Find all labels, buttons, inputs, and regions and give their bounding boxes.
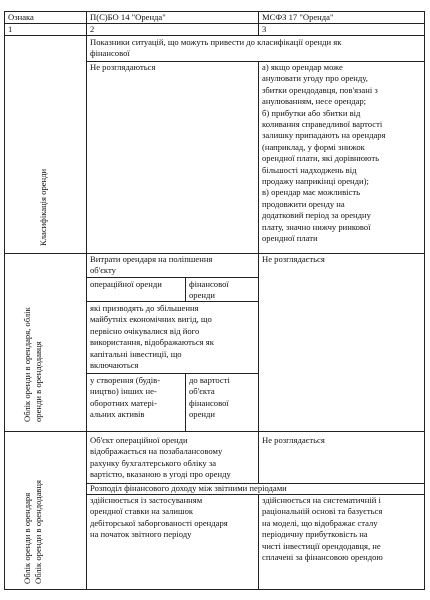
rule-types: [86, 301, 258, 302]
col-sep-2-a: [258, 61, 259, 254]
col-sep-1-upper: [86, 11, 87, 36]
income-psbo: здійснюється із застосуванням орендної ставки на залишок дебіторської заборгованості орендаря на початок звітного періоду: [90, 495, 228, 540]
income-msfz: здійснюється на систематичній і раціональній основі та базується на моделі, що відображає сталу періодичну прибутковість на чисті інвестиції орендодавця, не сплачені за фінансовою орендою: [262, 495, 383, 563]
lessee-label: Облік оренди в орендаря, облік оренди в орендодавця: [22, 307, 43, 422]
rule-lessee-end: [4, 431, 425, 432]
border-bottom: [4, 589, 425, 590]
col-sep-1-lower: [86, 35, 87, 590]
rule-costs: [86, 277, 258, 278]
rule-increase: [86, 373, 258, 374]
header-psbo: П(С)БО 14 "Оренда": [90, 12, 166, 22]
lessor-label: Облік оренди в орендаря Облік оренди в орендодавця: [22, 480, 43, 584]
indicators-text: Показники ситуацій, що можуть привести до класифікації оренди як фінансової: [90, 37, 342, 59]
number-3: 3: [262, 24, 267, 34]
border-left: [4, 11, 5, 590]
inner-sep-types: [185, 277, 186, 302]
lessee-msfz: Не розглядається: [262, 254, 325, 264]
number-2: 2: [90, 24, 95, 34]
rule-header: [4, 23, 425, 24]
border-top: [4, 11, 425, 12]
lessee-creation: у створення (будів- ництво) інших не- оборотних матері- альних активів: [90, 375, 161, 420]
col-sep-2-c: [258, 431, 259, 484]
lessee-increase: які призводять до збільшення майбутніх економічних вигід, що первісно очікувалися від його використання, відображаються як капітальні інвестиції, що включаються: [90, 303, 214, 371]
classification-psbo: Не розглядаються: [90, 62, 156, 72]
col-sep-2-b: [258, 253, 259, 432]
col-sep-2-d: [258, 494, 259, 590]
header-feature: Ознака: [8, 12, 34, 22]
rule-numbers: [4, 35, 425, 36]
classification-msfz: а) якщо орендар може анулювати угоду про оренду, збитки орендодавця, пов'язані з анулюванням, несе орендар; б) прибутки або збитки від коливання справедливої вартості залишку припадають на орендаря (наприклад, у формі знижок орендної плати, які дорівнюють більшості надходжень від продажу наприкінці оренди); в) орендар має можливість продовжити оренду на додатковий період за орендну плату, значно нижчу ринкової орендної плати: [262, 62, 386, 244]
col-sep-2-top: [258, 11, 259, 36]
lessor-msfz: Не розглядається: [262, 435, 325, 445]
lessee-financial: фінансової оренди: [189, 279, 229, 301]
header-msfz: МСФЗ 17 "Оренда": [262, 12, 334, 22]
inner-sep-creation: [185, 373, 186, 432]
lessee-operating: операційної оренди: [90, 279, 162, 289]
lessee-costs: Витрати орендаря на поліпшення об'єкту: [90, 254, 213, 276]
rule-classification-end: [4, 253, 425, 254]
income-title: Розподіл фінансового доходу між звітними періодами: [90, 483, 287, 493]
border-right: [424, 11, 425, 590]
lessor-object: Об'єкт операційної оренди відображається на позабалансовому рахунку бухгалтерського обліку за вартістю, вказаною в угоді про оренду: [90, 435, 231, 480]
lessee-cost-value: до вартості об'єкта фінансової оренди: [189, 375, 230, 420]
number-1: 1: [8, 24, 13, 34]
classification-label: Класифікація оренди: [38, 168, 48, 246]
